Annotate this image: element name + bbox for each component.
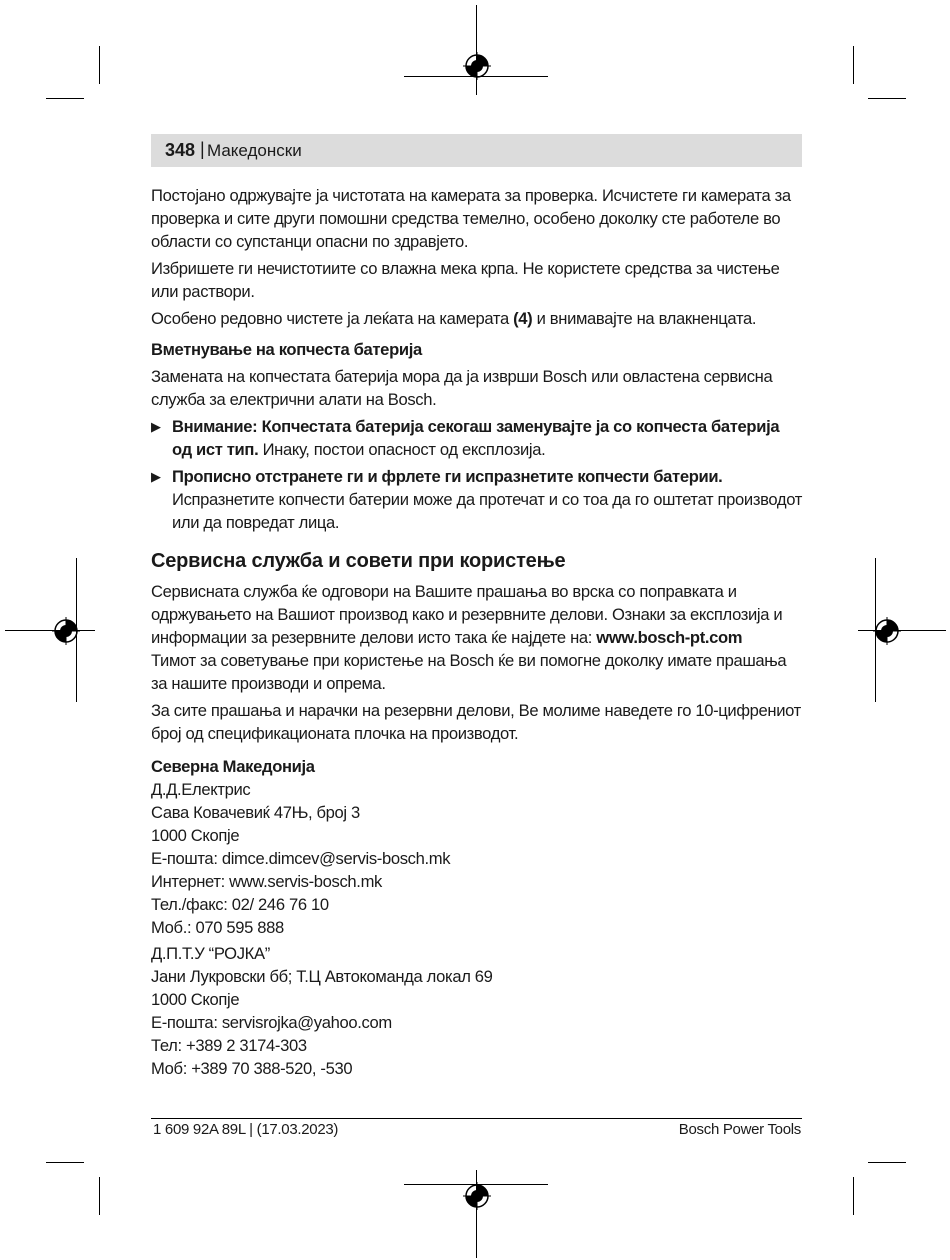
document-number: 1 609 92A 89L | (17.03.2023)	[153, 1121, 339, 1138]
header-separator: |	[200, 139, 205, 159]
address-line: Е-пошта: servisrojka@yahoo.com	[151, 1013, 392, 1032]
address-line: Тел: +389 2 3174-303	[151, 1036, 307, 1055]
wipe-paragraph: Избришете ги нечистотиите со влажна мека крпа. Не користете средства за чистење или раствори.	[151, 259, 780, 301]
cleaning-paragraph: Постојано одржувајте ја чистотата на камерата за проверка. Исчистете ги камерата за проверка и сите други помошни средства темелно, особено доколку сте работеле во области со супстанци опасни по здравјето.	[151, 186, 791, 251]
orders-paragraph: За сите прашања и нарачки на резервни делови, Ве молиме наведете го 10-цифрениот број од спецификационата плочка на производот.	[151, 701, 801, 743]
crop-mark	[99, 46, 100, 84]
service-heading: Сервисна служба и совети при користење	[151, 550, 566, 572]
lens-ref: (4)	[513, 309, 533, 328]
battery-heading: Вметнување на копчеста батерија	[151, 340, 422, 359]
address-line: Јани Лукровски бб; Т.Ц Автокоманда локал 69	[151, 967, 493, 986]
crop-mark	[99, 1177, 100, 1215]
service-link[interactable]: www.bosch-pt.com	[596, 628, 743, 647]
page-content	[151, 184, 802, 1080]
crop-mark	[46, 1162, 84, 1163]
warning-text: Инаку, постои опасност од експлозија.	[258, 440, 546, 459]
bullet-arrow-icon: ▶	[151, 419, 161, 434]
address-line: Моб: +389 70 388-520, -530	[151, 1059, 353, 1078]
address-line: 1000 Скопје	[151, 826, 240, 845]
bullet-arrow-icon: ▶	[151, 469, 161, 484]
disposal-bullet	[151, 465, 802, 534]
address-line: Д.Д.Електрис	[151, 780, 251, 799]
address-line: Интернет: www.servis-bosch.mk	[151, 872, 382, 891]
crop-mark	[868, 98, 906, 99]
disposal-bold-text: Прописно отстранете ги и фрлете ги испразнетите копчести батерии.	[172, 467, 723, 486]
battery-paragraph: Замената на копчестата батерија мора да ја изврши Bosch или овластена сервисна служба за електрични алати на Bosch.	[151, 367, 773, 409]
disposal-text: Испразнетите копчести батерии може да протечат и со тоа да го оштетат производот или да повредат лица.	[172, 490, 802, 532]
lens-paragraph: Особено редовно чистете ја леќата на камерата (4) и внимавајте на влакненцата.	[151, 309, 757, 328]
warning-bullet	[151, 415, 802, 461]
registration-target-icon	[52, 617, 80, 645]
registration-target-icon	[873, 617, 901, 645]
address-line: 1000 Скопје	[151, 990, 240, 1009]
registration-line	[858, 630, 946, 631]
address-line: Д.П.Т.У “РОЈКА”	[151, 944, 270, 963]
address-line: Е-пошта: dimce.dimcev@servis-bosch.mk	[151, 849, 451, 868]
service-paragraph: Сервисната служба ќе одговори на Вашите прашања во врска со поправката и одржувањето на Вашиот производ како и резервните делови. Ознаки за експлозија и информации за резервните делови исто така ќе најдете на: www.bosch-pt.com Тимот за советување при користење на Bosch ќе ви помогне доколку имате прашања за нашите производи и опрема.	[151, 582, 787, 693]
crop-mark	[853, 1177, 854, 1215]
warning-bold-text: Внимание: Копчестата батерија секогаш заменувајте ја со копчеста батерија од ист тип.	[172, 417, 780, 459]
address-line: Тел./факс: 02/ 246 76 10	[151, 895, 329, 914]
registration-target-icon	[463, 1182, 491, 1210]
registration-target-icon	[463, 52, 491, 80]
page-number: 348	[165, 140, 196, 160]
language-label: Македонски	[207, 141, 302, 160]
footer-rule	[151, 1118, 802, 1119]
registration-line	[476, 5, 477, 95]
crop-mark	[853, 46, 854, 84]
address-block	[151, 755, 802, 1080]
country-heading: Северна Македонија	[151, 757, 315, 776]
address-line: Сава Ковачевиќ 47Њ, број 3	[151, 803, 360, 822]
crop-mark	[46, 98, 84, 99]
crop-mark	[868, 1162, 906, 1163]
page-header	[151, 134, 802, 167]
brand-name: Bosch Power Tools	[678, 1121, 801, 1138]
address-line: Моб.: 070 595 888	[151, 918, 284, 937]
registration-line	[5, 630, 95, 631]
